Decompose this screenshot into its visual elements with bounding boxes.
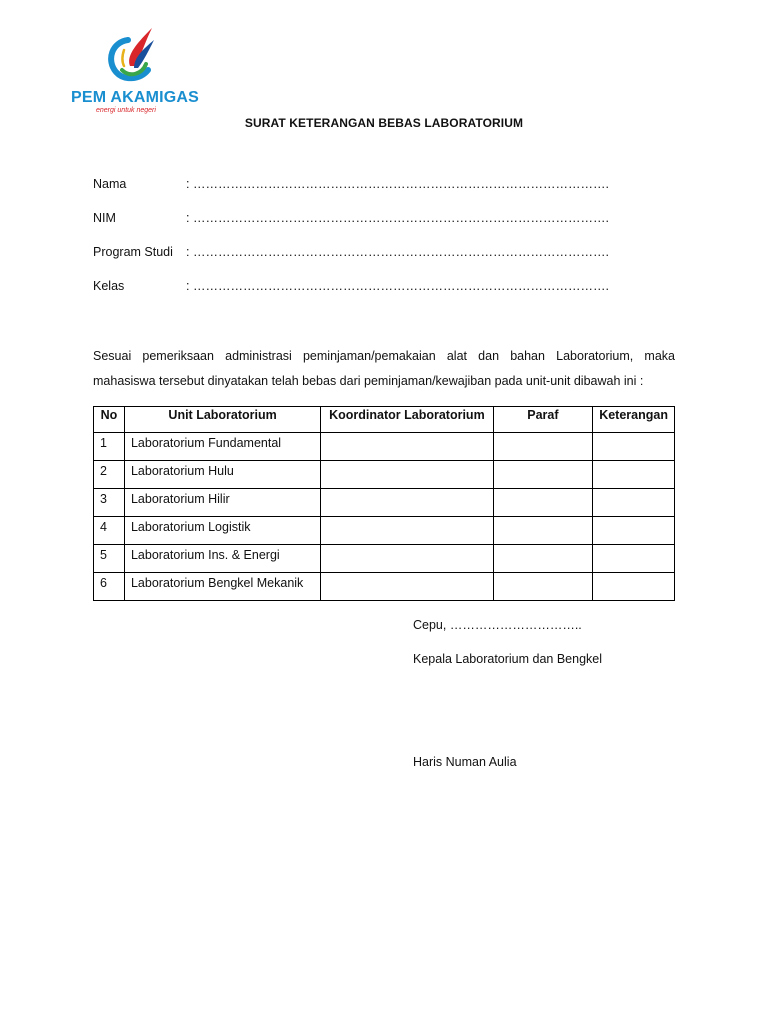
cell-koordinator [321,517,493,545]
field-blank: : ………………………………………………………………………………………. [186,211,609,225]
field-label: NIM [93,211,116,225]
cell-paraf [493,517,593,545]
cell-koordinator [321,489,493,517]
signature-position: Kepala Laboratorium dan Bengkel [413,652,603,666]
cell-paraf [493,433,593,461]
cell-paraf [493,573,593,601]
field-label: Program Studi [93,245,173,259]
table-row [94,573,675,601]
table-row [94,517,675,545]
header-paraf: Paraf [493,407,593,433]
cell-paraf [493,545,593,573]
cell-keterangan [593,433,675,461]
cell-no: 3 [94,489,125,517]
cell-keterangan [593,573,675,601]
logo-emblem-icon [100,26,160,86]
cell-paraf [493,461,593,489]
institution-logo [70,26,200,116]
cell-koordinator [321,433,493,461]
header-no: No [94,407,125,433]
field-kelas [93,279,609,293]
cell-keterangan [593,545,675,573]
cell-paraf [493,489,593,517]
cell-unit: Laboratorium Hilir [124,489,320,517]
logo-name: PEM AKAMIGAS [71,89,200,106]
cell-keterangan [593,517,675,545]
cell-keterangan [593,489,675,517]
field-blank: : ………………………………………………………………………………………. [186,279,609,293]
table-row [94,545,675,573]
cell-no: 2 [94,461,125,489]
cell-no: 5 [94,545,125,573]
cell-unit: Laboratorium Fundamental [124,433,320,461]
field-label: Kelas [93,279,125,293]
field-blank: : ………………………………………………………………………………………. [186,177,609,191]
signature-place-date: Cepu, ………………………….. [413,618,582,632]
cell-keterangan [593,461,675,489]
field-program-studi [93,245,609,259]
cell-unit: Laboratorium Bengkel Mekanik [124,573,320,601]
cell-no: 4 [94,517,125,545]
cell-no: 1 [94,433,125,461]
laboratory-table [93,406,675,601]
cell-unit: Laboratorium Logistik [124,517,320,545]
field-blank: : ………………………………………………………………………………………. [186,245,609,259]
field-label: Nama [93,177,127,191]
cell-unit: Laboratorium Hulu [124,461,320,489]
header-keterangan: Keterangan [593,407,675,433]
table-row [94,433,675,461]
cell-koordinator [321,545,493,573]
table-row [94,461,675,489]
logo-tagline: energi untuk negeri [96,107,156,114]
statement-paragraph: Sesuai pemeriksaan administrasi peminjaman/pemakaian alat dan bahan Laboratorium, maka mahasiswa tersebut dinyatakan telah bebas dari peminjaman/kewajiban pada unit-unit dibawah ini : [93,349,675,388]
cell-koordinator [321,573,493,601]
document-title: SURAT KETERANGAN BEBAS LABORATORIUM [244,116,524,130]
cell-unit: Laboratorium Ins. & Energi [124,545,320,573]
header-unit: Unit Laboratorium [124,407,320,433]
table-header-row [94,407,675,433]
table-row [94,489,675,517]
cell-no: 6 [94,573,125,601]
field-nim [93,211,609,225]
cell-koordinator [321,461,493,489]
signatory-name: Haris Numan Aulia [413,755,517,769]
field-nama [93,177,609,191]
header-koordinator: Koordinator Laboratorium [321,407,493,433]
